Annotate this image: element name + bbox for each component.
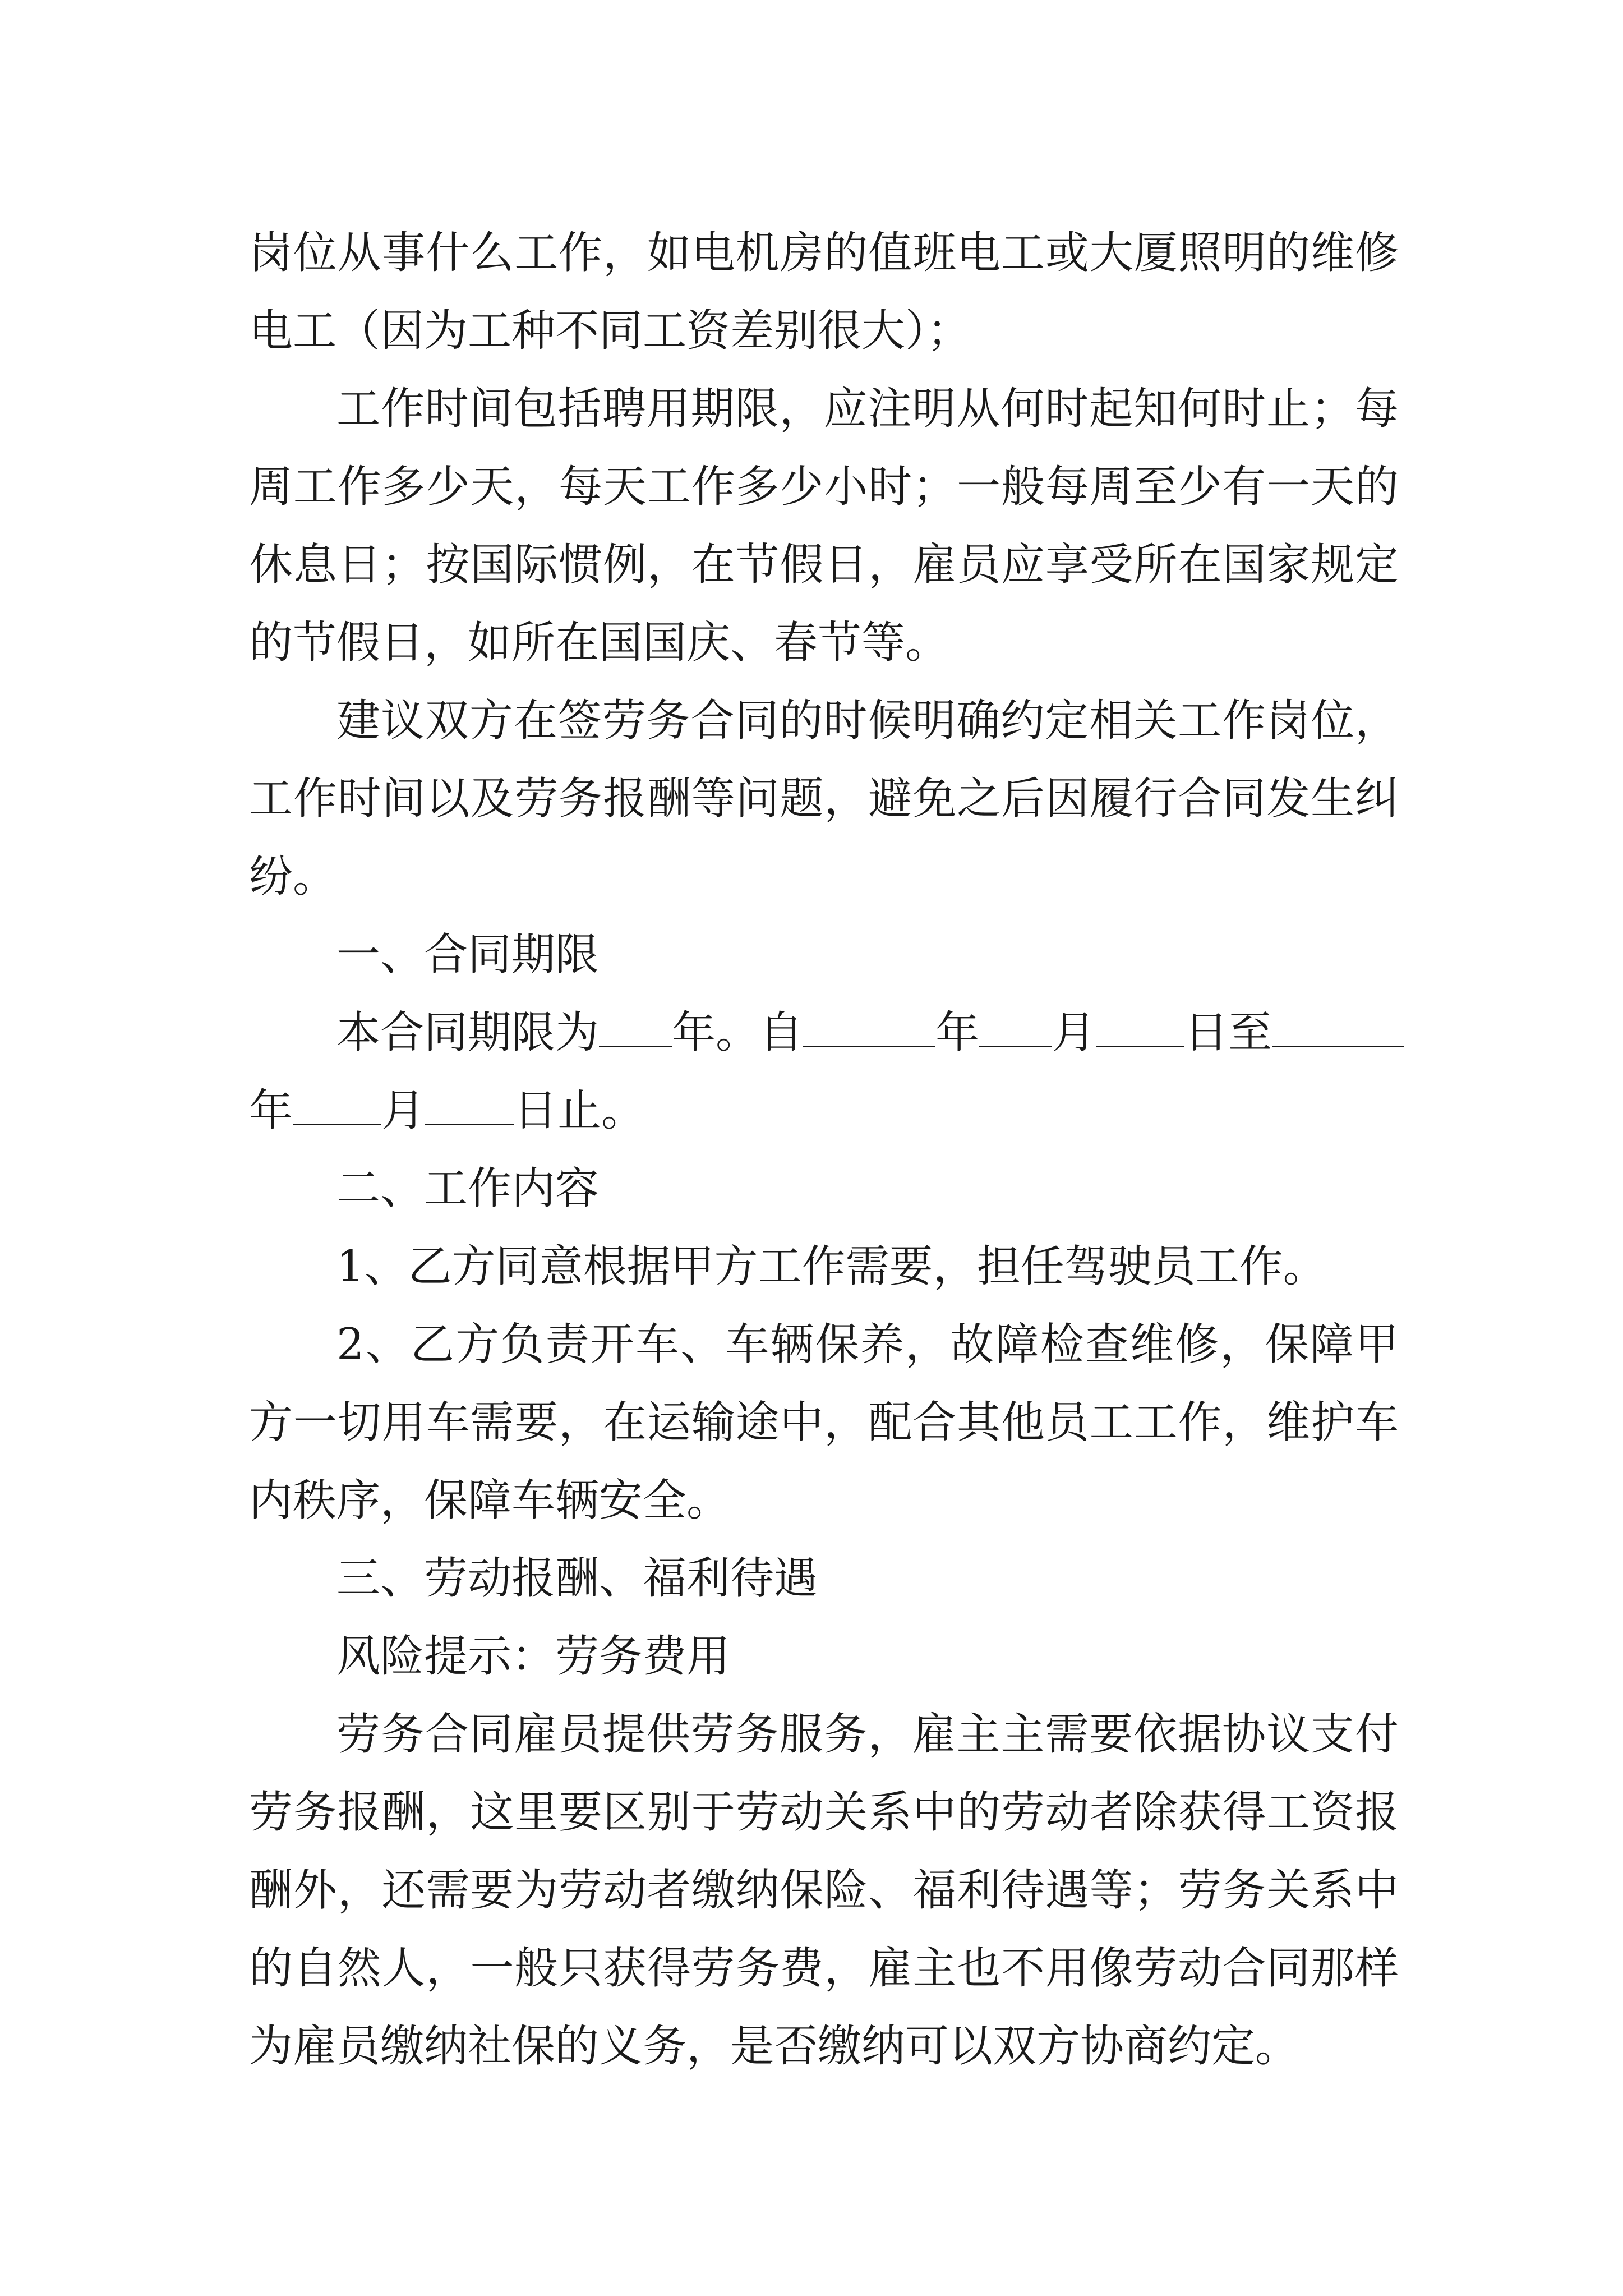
paragraph-line: 的节假日，如所在国国庆、春节等。 <box>249 618 949 668</box>
section-heading-work: 二、工作内容 <box>336 1163 600 1214</box>
blank-start-year <box>803 1006 935 1047</box>
term-text: 日止。 <box>514 1085 645 1136</box>
paragraph-line: 休息日；按国际惯例，在节假日，雇员应享受所在国家规定 <box>249 540 1399 590</box>
term-text: 年 <box>935 1007 980 1058</box>
paragraph-line: 2、乙方负责开车、车辆保养，故障检查维修，保障甲 <box>336 1319 1399 1370</box>
blank-end-month <box>293 1084 381 1125</box>
paragraph-line: 工作时间包括聘用期限，应注明从何时起知何时止；每 <box>336 384 1399 434</box>
term-text: 月 <box>381 1085 426 1136</box>
blank-start-month <box>979 1006 1052 1047</box>
term-text: 本合同期限为 <box>336 1007 600 1058</box>
section-heading-term: 一、合同期限 <box>336 930 600 980</box>
contract-term-line <box>249 994 1399 1072</box>
term-text: 年。自 <box>672 1007 804 1058</box>
paragraph-line: 电工（因为工种不同工资差别很大）； <box>249 306 971 356</box>
paragraph-line: 内秩序，保障车辆安全。 <box>249 1475 731 1526</box>
document-body <box>249 214 1399 2086</box>
paragraph-line: 劳务报酬，这里要区别于劳动关系中的劳动者除获得工资报 <box>249 1787 1399 1838</box>
blank-years <box>599 1006 672 1047</box>
paragraph-line: 周工作多少天，每天工作多少小时；一般每周至少有一天的 <box>249 462 1399 512</box>
risk-note-heading: 风险提示：劳务费用 <box>336 1631 731 1682</box>
paragraph-line: 为雇员缴纳社保的义务，是否缴纳可以双方协商约定。 <box>249 2021 1299 2072</box>
section-heading-pay: 三、劳动报酬、福利待遇 <box>336 1553 818 1604</box>
paragraph-line: 酬外，还需要为劳动者缴纳保险、福利待遇等；劳务关系中 <box>249 1865 1399 1916</box>
paragraph-line: 1、乙方同意根据甲方工作需要，担任驾驶员工作。 <box>336 1241 1327 1292</box>
term-text: 月 <box>1052 1007 1096 1058</box>
paragraph-line: 工作时间以及劳务报酬等问题，避免之后因履行合同发生纠 <box>249 774 1399 824</box>
paragraph-line: 的自然人，一般只获得劳务费，雇主也不用像劳动合同那样 <box>249 1943 1399 1994</box>
blank-start-day <box>1096 1006 1184 1047</box>
paragraph-line: 纷。 <box>249 852 337 902</box>
paragraph-line: 建议双方在签劳务合同的时候明确约定相关工作岗位， <box>336 696 1399 746</box>
contract-term-line-2 <box>249 1072 1399 1150</box>
term-text: 日至 <box>1184 1007 1272 1058</box>
paragraph-line: 方一切用车需要，在运输途中，配合其他员工工作，维护车 <box>249 1397 1399 1448</box>
term-text: 年 <box>249 1085 293 1136</box>
blank-end-year <box>1272 1006 1404 1047</box>
paragraph-line: 岗位从事什么工作，如电机房的值班电工或大厦照明的维修 <box>249 228 1399 278</box>
paragraph-line: 劳务合同雇员提供劳务服务，雇主主需要依据协议支付 <box>336 1709 1399 1760</box>
blank-end-day <box>425 1084 514 1125</box>
